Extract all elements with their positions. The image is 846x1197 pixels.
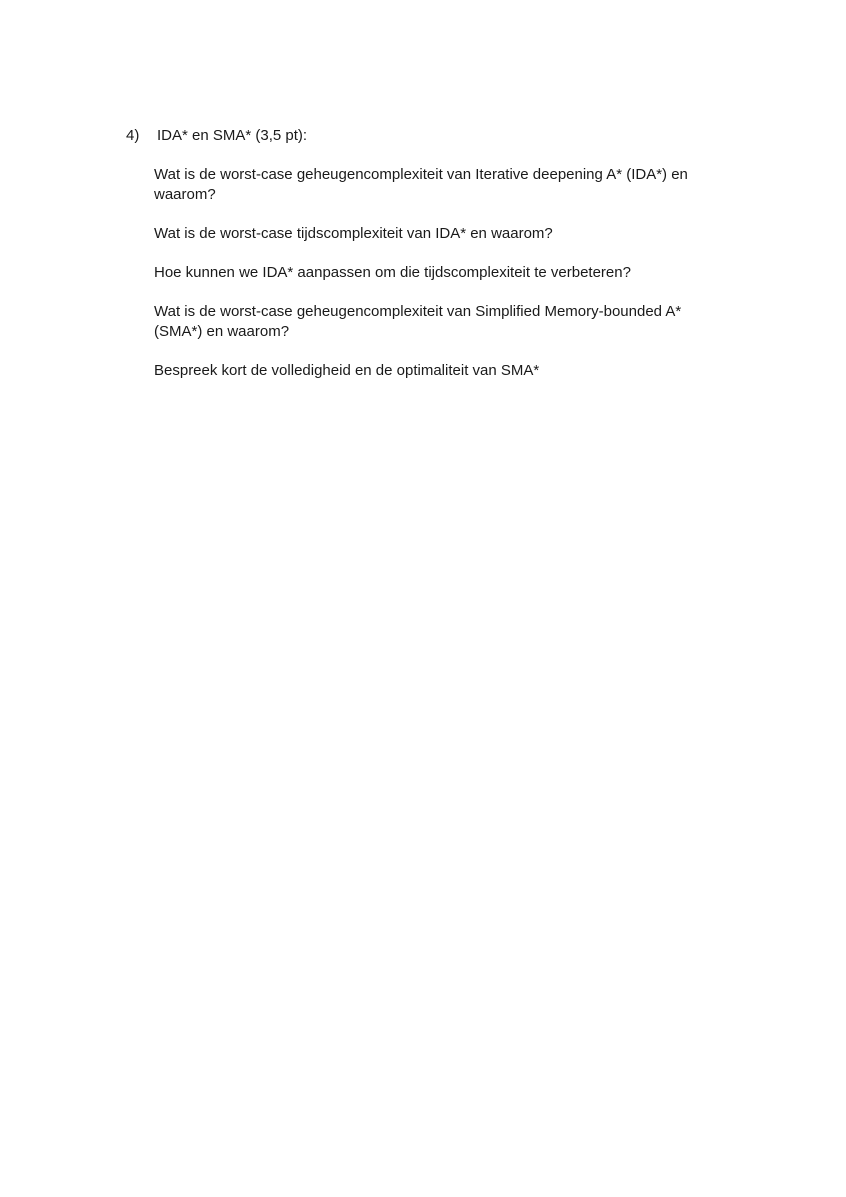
question-title: IDA* en SMA* (3,5 pt): (157, 127, 308, 144)
question-number: 4) (126, 127, 140, 144)
subquestion: Bespreek kort de volledigheid en de optimaliteit van SMA* (154, 362, 540, 379)
question-block (126, 126, 746, 400)
subquestion: Wat is de worst-case tijdscomplexiteit van IDA* en waarom? (154, 225, 553, 242)
subquestion: Hoe kunnen we IDA* aanpassen om die tijdscomplexiteit te verbeteren? (154, 264, 631, 281)
subquestion: Wat is de worst-case geheugencomplexiteit van Simplified Memory-bounded A* (SMA*) en waarom? (154, 303, 682, 340)
subquestion-list (154, 165, 724, 381)
subquestion: Wat is de worst-case geheugencomplexiteit van Iterative deepening A* (IDA*) en waarom? (154, 166, 688, 203)
question-header (126, 126, 746, 146)
